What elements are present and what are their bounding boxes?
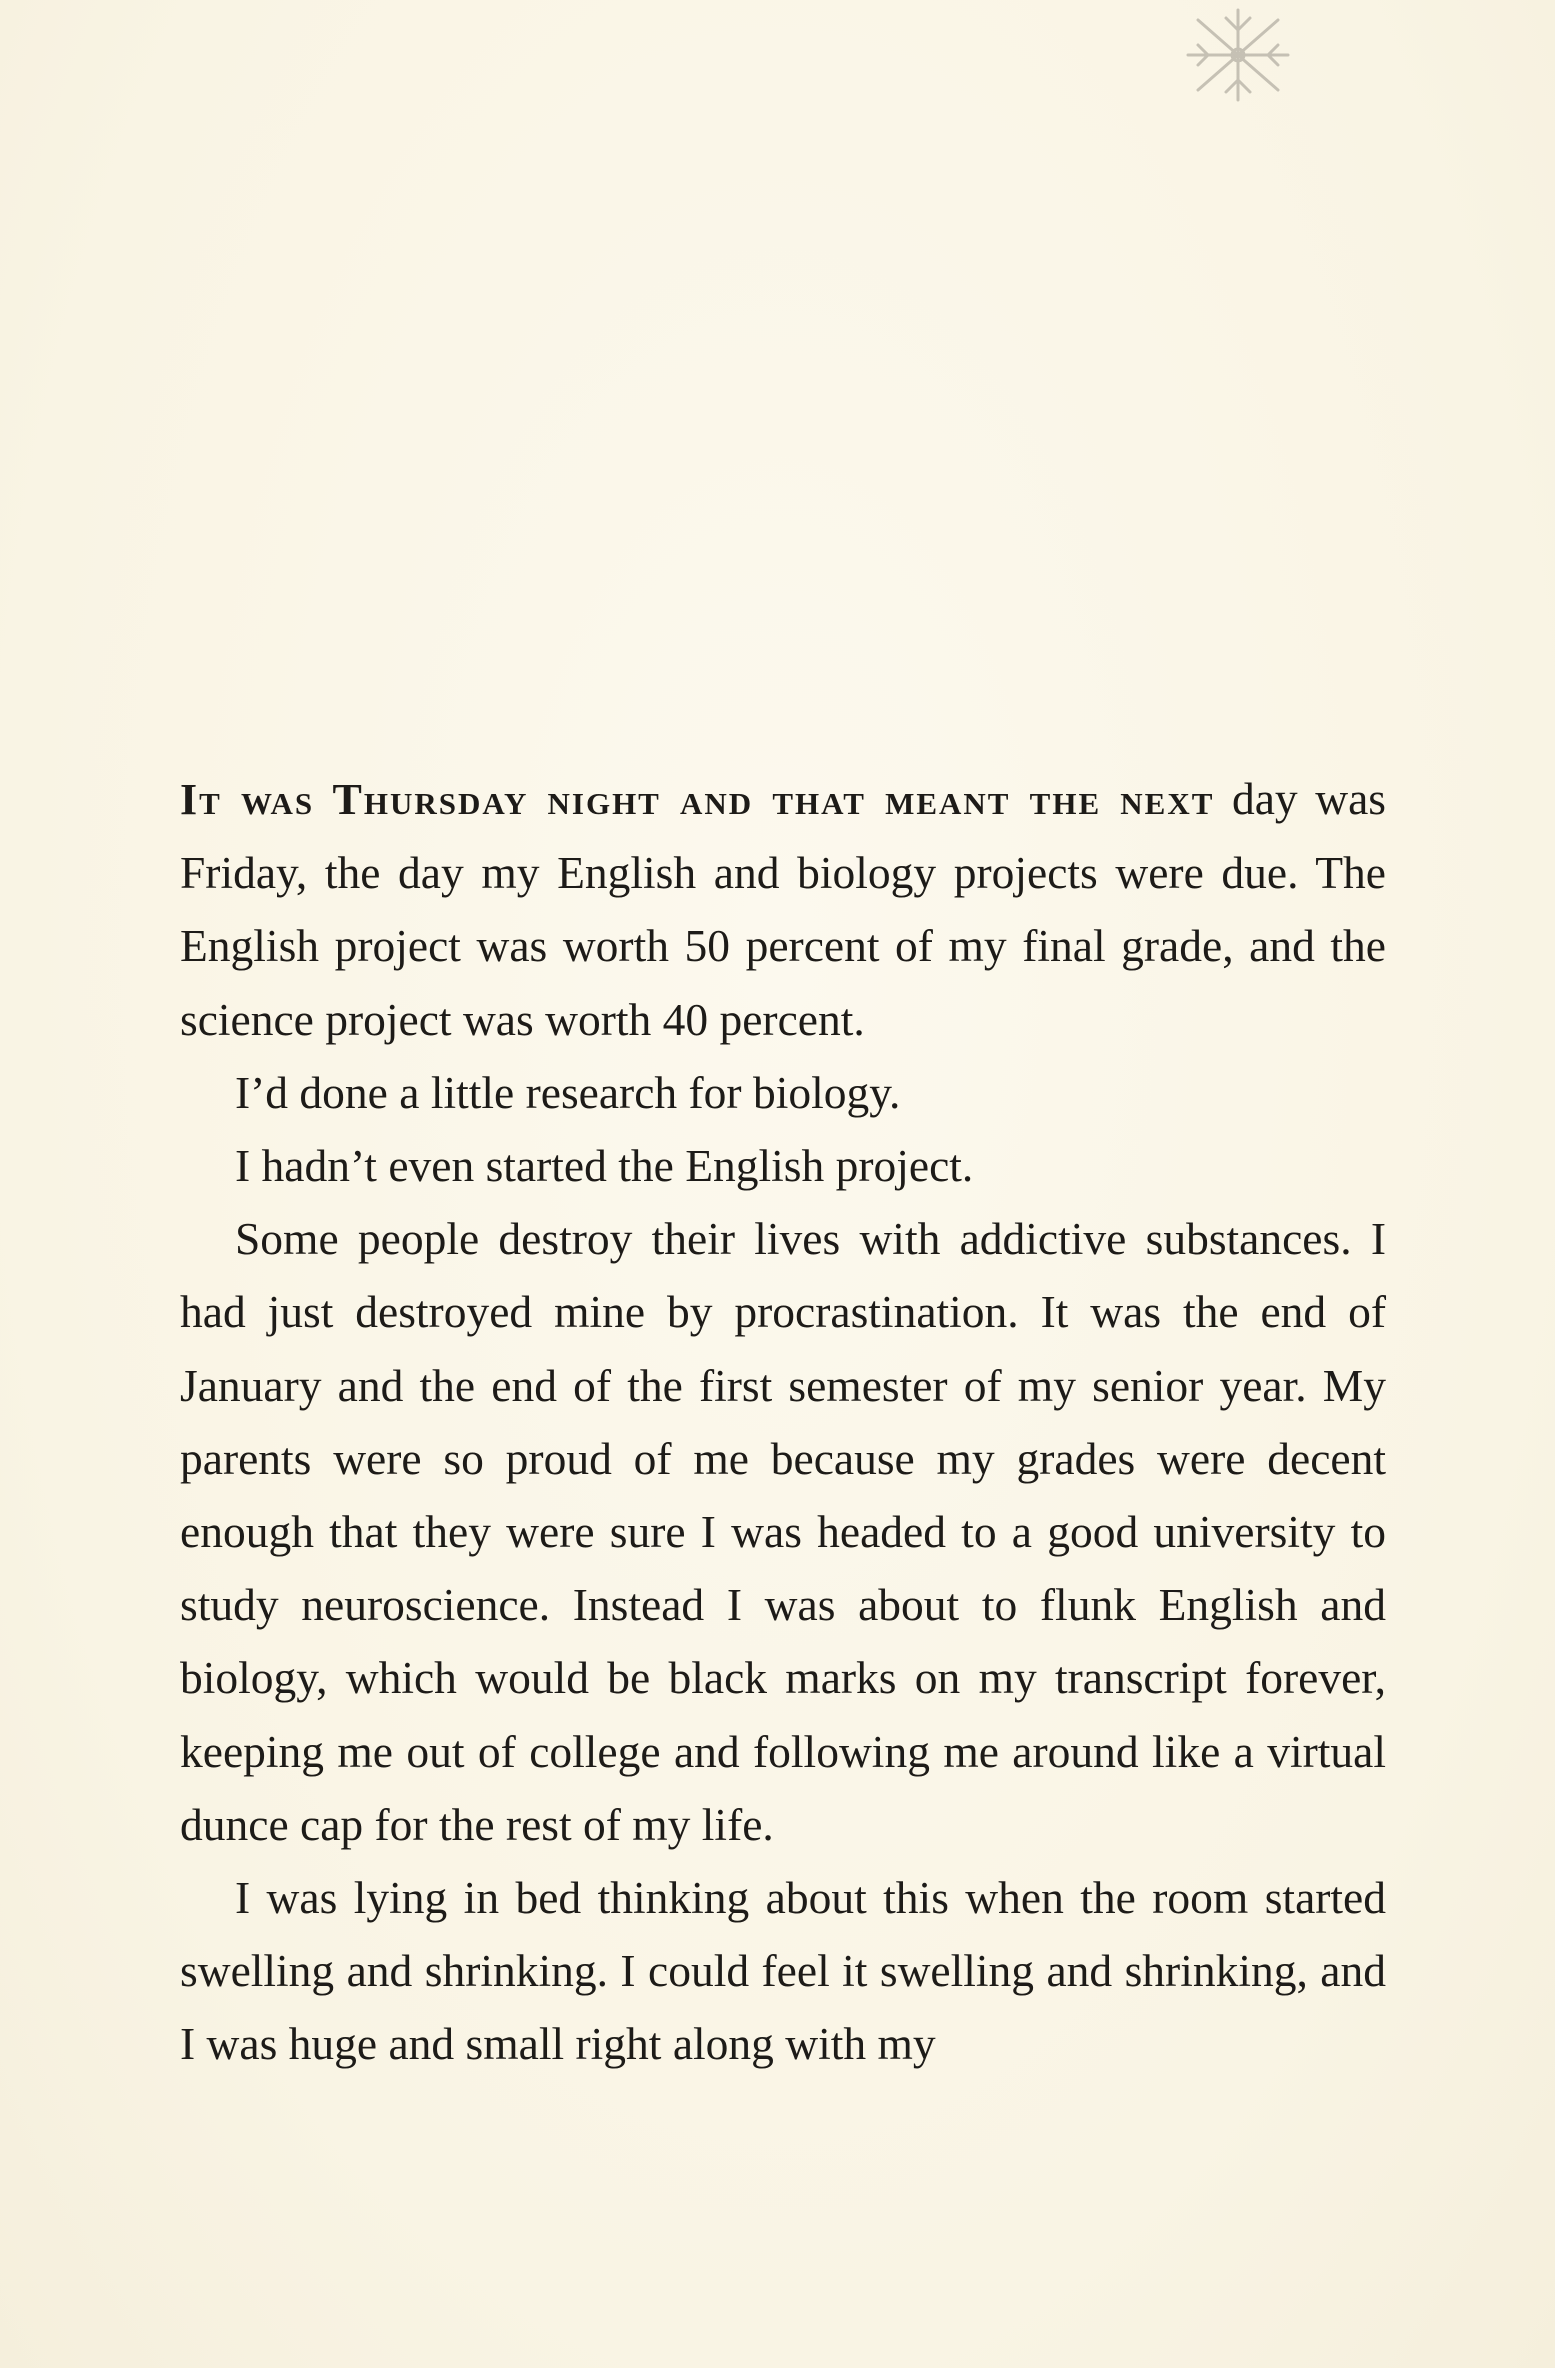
chapter-opening-smallcaps: It was Thursday night and that meant the next xyxy=(180,775,1215,824)
paragraph-3: I hadn’t even started the English project. xyxy=(235,1140,974,1192)
snowflake-ornament-icon xyxy=(1138,0,1338,110)
paragraph-2: I’d done a little research for biology. xyxy=(235,1066,901,1118)
paragraph-5: I was lying in bed thinking about this when the room started swelling and shrinking. I could feel it swelling and shrinking, and I was huge and small right along with my xyxy=(180,1872,1386,2070)
paragraph-1 xyxy=(180,762,1386,1056)
paragraph-4: Some people destroy their lives with addictive substances. I had just destroyed mine by procrastination. It was the end of January and the end of the first semester of my senior year. My parents were so proud of me because my grades were decent enough that they were sure I was headed to a good university to study neuroscience. Instead I was about to flunk English and biology, which would be black marks on my transcript forever, keeping me out of college and following me around like a virtual dunce cap for the rest of my life. xyxy=(180,1213,1386,1850)
chapter-body xyxy=(180,762,1386,2081)
paragraph-1-text: day was Friday, the day my English and biology projects were due. The English project was worth 50 percent of my final grade, and the science project was worth 40 percent. xyxy=(180,773,1386,1045)
